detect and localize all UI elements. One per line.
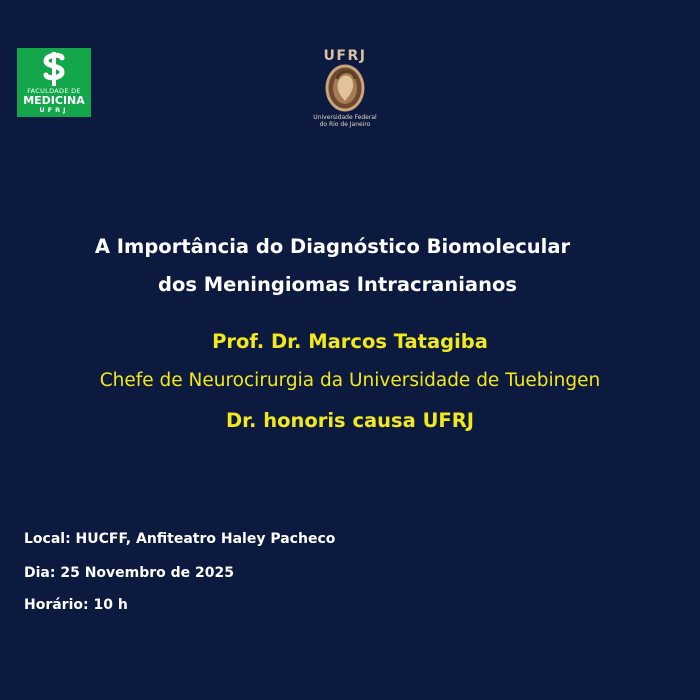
- faculdade-logo-line3: UFRJ: [39, 106, 69, 114]
- caduceus-s-icon: [40, 52, 68, 86]
- speaker-honor: Dr. honoris causa UFRJ: [225, 409, 475, 432]
- event-date: Dia: 25 Novembro de 2025: [24, 565, 235, 581]
- ufrj-logo-sub1: Universidade Federal: [313, 114, 377, 121]
- speaker-role: Chefe de Neurocirurgia da Universidade de Tuebingen: [99, 370, 601, 391]
- faculdade-logo-line2: MEDICINA: [23, 94, 85, 107]
- title-line-2: dos Meningiomas Intracranianos: [158, 273, 517, 296]
- event-time: Horário: 10 h: [24, 597, 128, 613]
- speaker-name: Prof. Dr. Marcos Tatagiba: [212, 330, 488, 353]
- faculdade-medicina-logo: [17, 48, 91, 117]
- event-local: Local: HUCFF, Anfiteatro Haley Pacheco: [24, 531, 336, 547]
- ufrj-logo-name: UFRJ: [323, 48, 367, 64]
- title-line-1: A Importância do Diagnóstico Biomolecular: [94, 235, 571, 258]
- faculdade-logo-line1: FACULDADE DE: [27, 87, 81, 95]
- minerva-emblem-icon: [324, 63, 366, 113]
- ufrj-logo: [300, 48, 390, 136]
- ufrj-logo-sub2: do Rio de Janeiro: [319, 121, 371, 128]
